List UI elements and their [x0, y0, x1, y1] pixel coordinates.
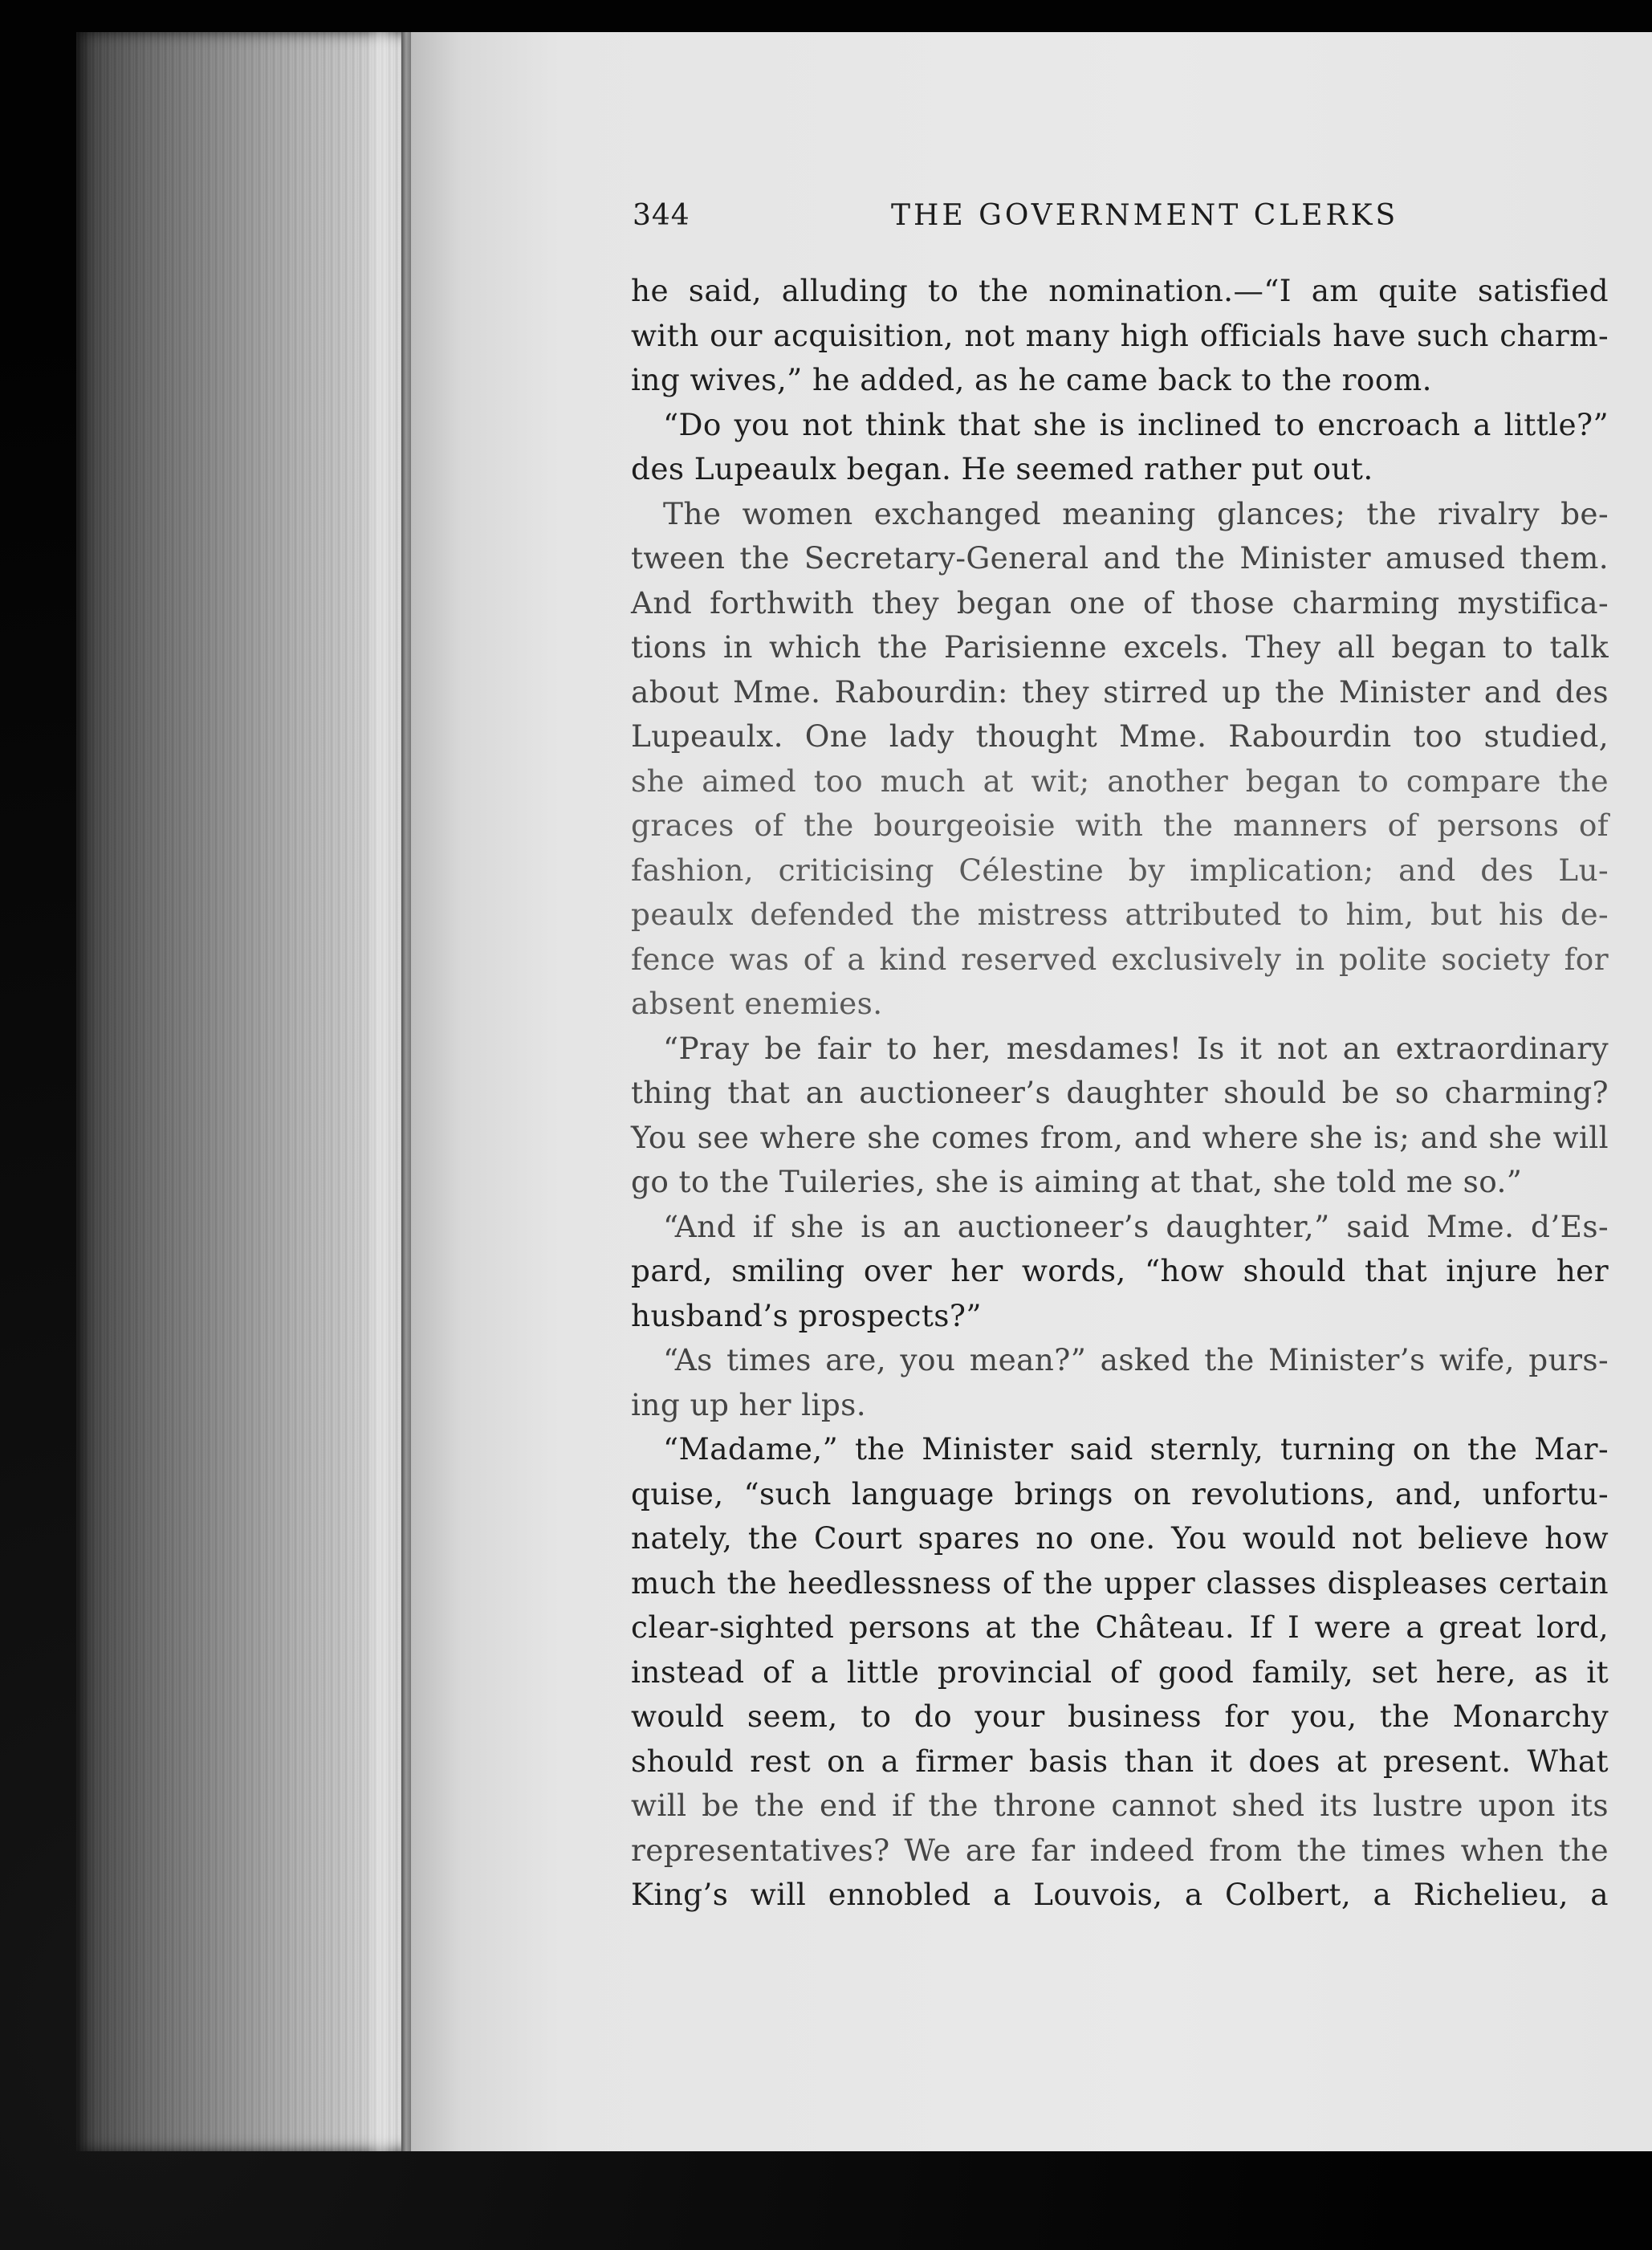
- text-line: clear-sighted persons at the Château. If I were a great lord,: [631, 1609, 1609, 1645]
- page-edge-highlight: [365, 32, 397, 2151]
- text-line: You see where she comes from, and where she is; and she will: [631, 1119, 1609, 1155]
- text-line: would seem, to do your business for you, the Monarchy: [631, 1699, 1609, 1734]
- text-line: should rest on a firmer basis than it does at present. What: [631, 1743, 1609, 1779]
- text-line: Lupeaulx. One lady thought Mme. Rabourdin too studied,: [631, 718, 1609, 754]
- text-line: instead of a little provincial of good family, set here, as it: [631, 1654, 1609, 1690]
- text-line: fashion, criticising Célestine by implication; and des Lu-: [631, 852, 1609, 888]
- book-page-edges: [76, 32, 413, 2151]
- text-line: absent enemies.: [631, 986, 883, 1021]
- text-line: “And if she is an auctioneer’s daughter,” said Mme. d’Es-: [663, 1208, 1609, 1244]
- text-line: ing wives,” he added, as he came back to the room.: [631, 362, 1432, 397]
- text-line: husband’s prospects?”: [631, 1297, 982, 1333]
- text-line: thing that an auctioneer’s daughter should be so charming?: [631, 1075, 1609, 1110]
- text-line: quise, “such language brings on revolutions, and, unfortu-: [631, 1475, 1609, 1512]
- running-head: THE GOVERNMENT CLERKS: [891, 199, 1399, 232]
- text-line: go to the Tuileries, she is aiming at that, she told me so.”: [631, 1164, 1523, 1199]
- text-line: graces of the bourgeoisie with the manners of persons of: [631, 808, 1609, 843]
- text-line: “Do you not think that she is inclined to encroach a little?”: [663, 406, 1609, 442]
- text-line: much the heedlessness of the upper classes displeases certain: [631, 1564, 1609, 1601]
- text-line: pard, smiling over her words, “how should that injure her: [631, 1253, 1609, 1288]
- text-line: And forthwith they began one of those charming mystifica-: [631, 584, 1609, 620]
- text-line: “Pray be fair to her, mesdames! Is it not an extraordinary: [663, 1030, 1609, 1066]
- body-text: [631, 269, 1609, 1918]
- text-line: nately, the Court spares no one. You would not believe how: [631, 1520, 1609, 1556]
- text-line: The women exchanged meaning glances; the rivalry be-: [663, 495, 1609, 531]
- text-line: “Madame,” the Minister said sternly, turning on the Mar-: [663, 1431, 1609, 1467]
- text-line: peaulx defended the mistress attributed to him, but his de-: [631, 897, 1609, 932]
- text-line: she aimed too much at wit; another began to compare the: [631, 763, 1609, 799]
- page-header: [633, 199, 1403, 247]
- text-line: King’s will ennobled a Louvois, a Colbert, a Richelieu, a: [631, 1877, 1609, 1912]
- text-line: with our acquisition, not many high officials have such charm-: [631, 317, 1609, 353]
- text-line: will be the end if the throne cannot shed its lustre upon its: [631, 1788, 1609, 1823]
- text-line: tions in which the Parisienne excels. They all began to talk: [631, 629, 1609, 665]
- text-line: tween the Secretary-General and the Minister amused them.: [631, 540, 1609, 576]
- text-line: about Mme. Rabourdin: they stirred up the Minister and des: [631, 673, 1609, 710]
- text-line: des Lupeaulx began. He seemed rather put out.: [631, 451, 1373, 486]
- text-line: ing up her lips.: [631, 1386, 867, 1422]
- text-line: “As times are, you mean?” asked the Minister’s wife, purs-: [663, 1342, 1609, 1377]
- text-line: fence was of a kind reserved exclusively in polite society for: [631, 941, 1609, 977]
- text-line: he said, alluding to the nomination.—“I am quite satisfied: [631, 273, 1609, 308]
- text-line: representatives? We are far indeed from the times when the: [631, 1832, 1609, 1868]
- book-gutter: [401, 32, 411, 2151]
- page-number: 344: [633, 199, 690, 232]
